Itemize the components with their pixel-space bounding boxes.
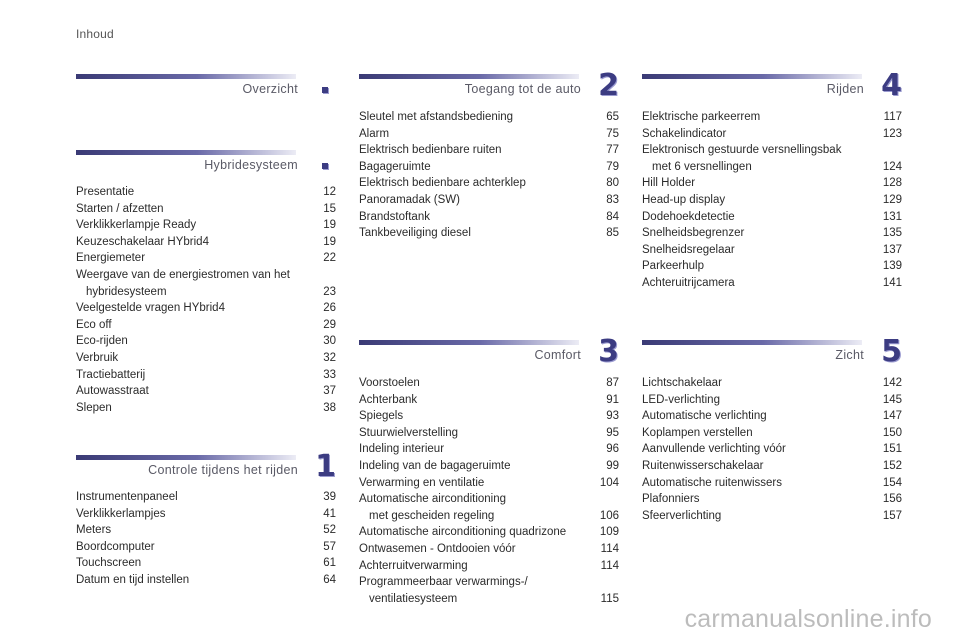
toc-entry-label-continued: met 6 versnellingen [652, 160, 752, 173]
toc-entry-page: 80 [606, 177, 619, 190]
toc-entry-page: 135 [882, 227, 902, 240]
toc-entry[interactable] [76, 250, 336, 267]
section-divider [76, 150, 296, 155]
section-marker-icon [322, 163, 328, 169]
toc-entry-label: Eco off [76, 318, 112, 331]
toc-entry-page: 96 [606, 443, 619, 456]
toc-entry[interactable] [76, 506, 336, 523]
toc-entry[interactable] [76, 555, 336, 572]
watermark: carmanualsonline.info [684, 605, 932, 633]
section-number: 2 [598, 68, 619, 103]
toc-entry-label: Tractiebatterij [76, 368, 146, 381]
toc-entry[interactable] [76, 317, 336, 334]
toc-entry-label: LED-verlichting [642, 393, 720, 406]
toc-entry[interactable] [76, 217, 336, 234]
toc-entry-label: Achterbank [359, 393, 418, 406]
toc-entry-label: Sleutel met afstandsbediening [359, 111, 514, 123]
toc-entry-label: Plafonniers [642, 493, 700, 506]
toc-entry-page: 32 [323, 351, 336, 364]
toc-entry-page: 109 [599, 526, 619, 539]
toc-entry[interactable] [359, 159, 619, 176]
toc-entry-label: Touchscreen [76, 557, 142, 570]
toc-entry-label: Sfeerverlichting [642, 509, 722, 522]
toc-entry-label: Programmeerbaar verwarmings-/ [359, 576, 528, 589]
toc-entry-label: Starten / afzetten [76, 202, 164, 215]
toc-entry[interactable] [642, 275, 902, 292]
toc-entry-page: 22 [323, 252, 336, 265]
section-divider [76, 455, 296, 460]
toc-entry-page: 114 [600, 542, 619, 555]
section-number: 4 [881, 68, 902, 103]
toc-entry-label: Stuurwielverstelling [359, 426, 459, 439]
toc-entry[interactable] [642, 441, 902, 458]
toc-entry-label: Eco-rijden [76, 335, 128, 348]
toc-entry[interactable] [642, 209, 902, 226]
section-divider [642, 74, 862, 79]
section-header [642, 68, 902, 104]
section-number: 5 [881, 334, 902, 369]
section-title[interactable]: Toegang tot de auto [464, 82, 581, 96]
toc-entry-label: Verwarming en ventilatie [359, 476, 485, 489]
toc-entry-label: Energiemeter [76, 252, 146, 265]
toc-entry[interactable] [359, 392, 619, 409]
toc-entry[interactable] [359, 491, 619, 524]
toc-entry[interactable] [359, 225, 619, 242]
toc-entry-label: Automatische airconditioning quadrizone [359, 526, 567, 539]
toc-entry[interactable] [76, 234, 336, 251]
toc-entry-page: 91 [606, 393, 619, 406]
toc-entry-page: 26 [323, 302, 336, 315]
section-marker-icon [322, 87, 328, 93]
toc-entry[interactable] [359, 441, 619, 458]
toc-entry-label: Achterruitverwarming [359, 559, 468, 572]
toc-entry-page: 12 [323, 186, 336, 198]
toc-entry[interactable] [642, 109, 902, 126]
toc-entry-label: Automatische verlichting [642, 410, 767, 423]
toc-entry-page: 77 [606, 144, 619, 157]
toc-entry-page: 154 [882, 476, 902, 489]
toc-entry-label: Elektrisch bedienbare achterklep [359, 177, 526, 190]
toc-entry-label: Automatische airconditioning [359, 493, 507, 506]
toc-entry-page: 150 [882, 426, 902, 439]
toc-entry-label: Schakelindicator [642, 127, 727, 140]
toc-entry-label: Indeling interieur [359, 443, 445, 456]
toc-entry-page: 29 [323, 318, 336, 331]
toc-entry[interactable] [642, 225, 902, 242]
toc-entry-label: Dodehoekdetectie [642, 210, 735, 223]
toc-entry-page: 33 [323, 368, 336, 381]
toc-entry-page: 57 [323, 540, 336, 553]
toc-entry[interactable] [359, 375, 619, 392]
toc-entry-page: 79 [606, 160, 619, 173]
toc-entry-label: Weergave van de energiestromen van het [76, 268, 290, 281]
toc-entry[interactable] [642, 242, 902, 259]
toc-entry-page: 93 [606, 410, 619, 423]
toc-entry[interactable] [76, 522, 336, 539]
toc-entry-page: 151 [882, 443, 902, 456]
toc-entry-label: Brandstoftank [359, 210, 430, 223]
toc-entry[interactable] [642, 375, 902, 392]
toc-entry[interactable] [359, 408, 619, 425]
toc-entry-page: 23 [323, 285, 336, 298]
toc-entry[interactable] [76, 350, 336, 367]
section-divider [359, 74, 579, 79]
toc-entry-page: 123 [882, 127, 902, 140]
toc-entry-page: 83 [606, 193, 619, 206]
toc-entry-page: 141 [882, 276, 902, 289]
toc-entry[interactable] [76, 184, 336, 201]
toc-entry-page: 115 [600, 592, 619, 605]
toc-entry-label: Elektrisch bedienbare ruiten [359, 144, 502, 157]
toc-entry-label: Datum en tijd instellen [76, 573, 190, 586]
toc-entry-label: Hill Holder [642, 177, 696, 190]
toc-entry-label: Snelheidsregelaar [642, 243, 735, 256]
toc-entry-page: 117 [883, 111, 902, 123]
toc-entry-label: Aanvullende verlichting vóór [642, 443, 786, 456]
toc-entry-label: Verklikkerlampjes [76, 507, 166, 520]
section-divider [642, 340, 862, 345]
toc-list [642, 109, 902, 292]
toc-entry-page: 84 [606, 210, 619, 223]
toc-entry-label: Ontwasemen - Ontdooien vóór [359, 542, 516, 555]
toc-entry[interactable] [642, 458, 902, 475]
toc-entry-label: Lichtschakelaar [642, 377, 722, 389]
toc-entry-page: 152 [882, 459, 902, 472]
section-overzicht [76, 74, 336, 104]
toc-entry-page: 85 [606, 227, 619, 240]
toc-entry[interactable] [359, 192, 619, 209]
toc-entry-label: Achteruitrijcamera [642, 276, 735, 289]
toc-list [76, 489, 336, 589]
toc-entry-page: 157 [882, 509, 902, 522]
toc-entry[interactable] [642, 425, 902, 442]
toc-entry-page: 64 [323, 573, 336, 586]
section-header [76, 150, 336, 180]
toc-entry[interactable] [359, 175, 619, 192]
section-toegang [359, 68, 619, 242]
toc-entry[interactable] [359, 126, 619, 143]
toc-entry[interactable] [642, 508, 902, 525]
toc-entry-page: 106 [599, 509, 619, 522]
section-header [359, 68, 619, 104]
toc-entry[interactable] [76, 383, 336, 400]
toc-entry-label: Head-up display [642, 193, 726, 206]
toc-entry[interactable] [359, 458, 619, 475]
toc-entry-page: 145 [882, 393, 902, 406]
toc-entry-page: 114 [600, 559, 619, 572]
toc-entry[interactable] [642, 475, 902, 492]
toc-entry-page: 104 [599, 476, 619, 489]
toc-entry-page: 37 [323, 385, 336, 398]
toc-list [76, 184, 336, 416]
section-title[interactable]: Overzicht [242, 82, 298, 96]
toc-entry-label: Keuzeschakelaar HYbrid4 [76, 235, 209, 248]
section-zicht [642, 334, 902, 524]
toc-entry[interactable] [76, 300, 336, 317]
page-title: Inhoud [76, 27, 114, 41]
toc-entry-label: Autowasstraat [76, 385, 149, 398]
toc-entry-label: Koplampen verstellen [642, 426, 753, 439]
toc-entry-label-continued: ventilatiesysteem [369, 592, 458, 605]
toc-entry-page: 142 [882, 377, 902, 389]
toc-entry[interactable] [642, 192, 902, 209]
toc-entry[interactable] [642, 258, 902, 275]
toc-entry[interactable] [76, 572, 336, 589]
toc-list [359, 109, 619, 242]
toc-entry[interactable] [359, 109, 619, 126]
section-title[interactable]: Comfort [534, 348, 581, 362]
toc-entry[interactable] [359, 574, 619, 607]
toc-entry[interactable] [642, 491, 902, 508]
toc-entry-label: Tankbeveiliging diesel [359, 227, 471, 240]
toc-entry[interactable] [76, 333, 336, 350]
toc-entry[interactable] [359, 524, 619, 541]
toc-entry[interactable] [76, 539, 336, 556]
toc-entry-label: Meters [76, 524, 112, 537]
toc-entry-page: 87 [606, 377, 619, 389]
toc-list [359, 375, 619, 607]
section-header [642, 334, 902, 370]
toc-entry-label: Verklikkerlampje Ready [76, 219, 197, 232]
toc-entry-label: Boordcomputer [76, 540, 155, 553]
toc-entry-page: 61 [323, 557, 336, 570]
toc-entry-page: 147 [882, 410, 902, 423]
toc-entry-label: Bagageruimte [359, 160, 431, 173]
toc-entry-label: Voorstoelen [359, 377, 420, 389]
section-number: 3 [598, 334, 619, 369]
section-comfort [359, 334, 619, 607]
section-rijden [642, 68, 902, 292]
toc-entry[interactable] [359, 558, 619, 575]
toc-entry-page: 75 [606, 127, 619, 140]
section-title[interactable]: Controle tijdens het rijden [148, 463, 298, 477]
toc-entry[interactable] [642, 142, 902, 175]
section-divider [359, 340, 579, 345]
toc-entry[interactable] [359, 209, 619, 226]
toc-entry[interactable] [359, 425, 619, 442]
toc-entry-page: 38 [323, 401, 336, 414]
toc-entry-page: 124 [882, 160, 902, 173]
section-controle [76, 449, 336, 589]
section-title[interactable]: Zicht [835, 348, 864, 362]
toc-entry-label: Spiegels [359, 410, 404, 423]
toc-entry[interactable] [359, 541, 619, 558]
toc-entry-label: Parkeerhulp [642, 260, 705, 273]
toc-entry[interactable] [642, 175, 902, 192]
section-header [359, 334, 619, 370]
toc-entry-label-continued: hybridesysteem [86, 285, 167, 298]
toc-list [642, 375, 902, 524]
toc-entry-page: 65 [606, 111, 619, 123]
section-header [76, 449, 336, 485]
toc-entry-page: 129 [882, 193, 902, 206]
toc-entry-label: Elektrische parkeerrem [642, 111, 761, 123]
toc-entry-label: Indeling van de bagageruimte [359, 459, 511, 472]
toc-entry[interactable] [76, 201, 336, 218]
toc-entry-page: 19 [323, 235, 336, 248]
toc-entry[interactable] [76, 400, 336, 417]
toc-entry[interactable] [76, 267, 336, 300]
toc-entry-label: Slepen [76, 401, 112, 414]
toc-entry-page: 137 [882, 243, 902, 256]
toc-entry-page: 95 [606, 426, 619, 439]
toc-entry[interactable] [642, 392, 902, 409]
toc-entry-page: 128 [882, 177, 902, 190]
toc-entry-label: Alarm [359, 127, 390, 140]
section-title[interactable]: Rijden [826, 82, 864, 96]
toc-entry-label: Veelgestelde vragen HYbrid4 [76, 302, 225, 315]
section-number: 1 [315, 449, 336, 484]
toc-entry-label: Panoramadak (SW) [359, 193, 460, 206]
toc-entry-label: Elektronisch gestuurde versnellingsbak [642, 144, 842, 157]
toc-entry-label: Verbruik [76, 351, 119, 364]
toc-entry-page: 19 [323, 219, 336, 232]
toc-entry[interactable] [359, 142, 619, 159]
toc-entry-label: Presentatie [76, 186, 135, 198]
toc-entry-page: 156 [882, 493, 902, 506]
toc-entry[interactable] [76, 367, 336, 384]
toc-entry-page: 15 [323, 202, 336, 215]
toc-entry[interactable] [642, 408, 902, 425]
toc-entry[interactable] [359, 475, 619, 492]
section-title[interactable]: Hybridesysteem [204, 158, 298, 172]
toc-entry-label: Instrumentenpaneel [76, 491, 178, 503]
toc-entry-label: Ruitenwisserschakelaar [642, 459, 764, 472]
toc-entry-page: 39 [323, 491, 336, 503]
toc-entry-label: Snelheidsbegrenzer [642, 227, 745, 240]
section-divider [76, 74, 296, 79]
section-header [76, 74, 336, 104]
section-hybridesysteem [76, 150, 336, 416]
toc-entry-page: 52 [323, 524, 336, 537]
toc-entry[interactable] [642, 126, 902, 143]
toc-entry-label-continued: met gescheiden regeling [369, 509, 495, 522]
toc-entry-page: 131 [882, 210, 902, 223]
toc-entry-page: 30 [323, 335, 336, 348]
toc-entry-page: 99 [606, 459, 619, 472]
toc-entry-label: Automatische ruitenwissers [642, 476, 782, 489]
toc-entry-page: 41 [323, 507, 336, 520]
toc-entry-page: 139 [882, 260, 902, 273]
toc-entry[interactable] [76, 489, 336, 506]
